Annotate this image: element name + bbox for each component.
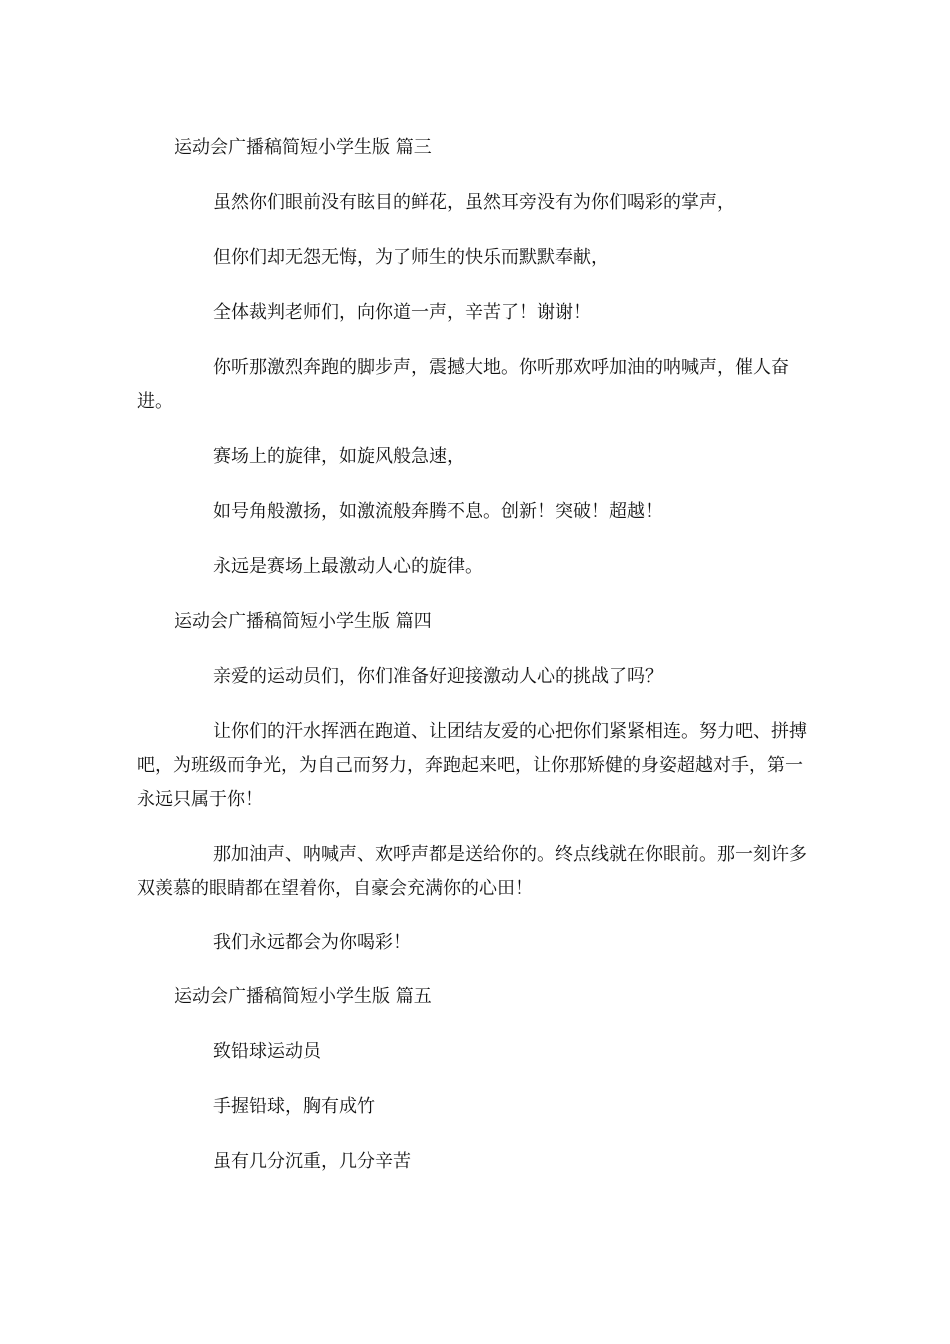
paragraph: 如号角般激扬，如激流般奔腾不息。创新！突破！超越！ xyxy=(213,501,663,522)
paragraph: 亲爱的运动员们，你们准备好迎接激动人心的挑战了吗？ xyxy=(213,666,663,687)
section-heading: 运动会广播稿简短小学生版 篇五 xyxy=(174,986,432,1007)
paragraph: 那加油声、呐喊声、欢呼声都是送给你的。终点线就在你眼前。那一刻许多双羡慕的眼睛都在望着你，自豪会充满你的心田！ xyxy=(137,844,807,899)
paragraph: 但你们却无怨无悔，为了师生的快乐而默默奉献， xyxy=(213,247,609,268)
paragraph: 致铅球运动员 xyxy=(213,1041,321,1062)
paragraph: 虽然你们眼前没有眩目的鲜花，虽然耳旁没有为你们喝彩的掌声， xyxy=(213,192,735,213)
paragraph: 赛场上的旋律，如旋风般急速， xyxy=(213,446,465,467)
section-heading: 运动会广播稿简短小学生版 篇四 xyxy=(174,611,432,632)
paragraph: 手握铅球，胸有成竹 xyxy=(213,1096,375,1117)
paragraph: 让你们的汗水挥洒在跑道、让团结友爱的心把你们紧紧相连。努力吧、拼搏吧，为班级而争光，为自己而努力，奔跑起来吧，让你那矫健的身姿超越对手，第一永远只属于你！ xyxy=(137,721,807,810)
paragraph: 你听那激烈奔跑的脚步声，震撼大地。你听那欢呼加油的呐喊声，催人奋进。 xyxy=(137,357,789,412)
paragraph: 永远是赛场上最激动人心的旋律。 xyxy=(213,556,483,577)
section-heading: 运动会广播稿简短小学生版 篇三 xyxy=(174,137,432,158)
paragraph: 全体裁判老师们，向你道一声，辛苦了！谢谢！ xyxy=(213,302,591,323)
paragraph: 虽有几分沉重，几分辛苦 xyxy=(213,1151,411,1172)
paragraph: 我们永远都会为你喝彩！ xyxy=(213,932,411,953)
